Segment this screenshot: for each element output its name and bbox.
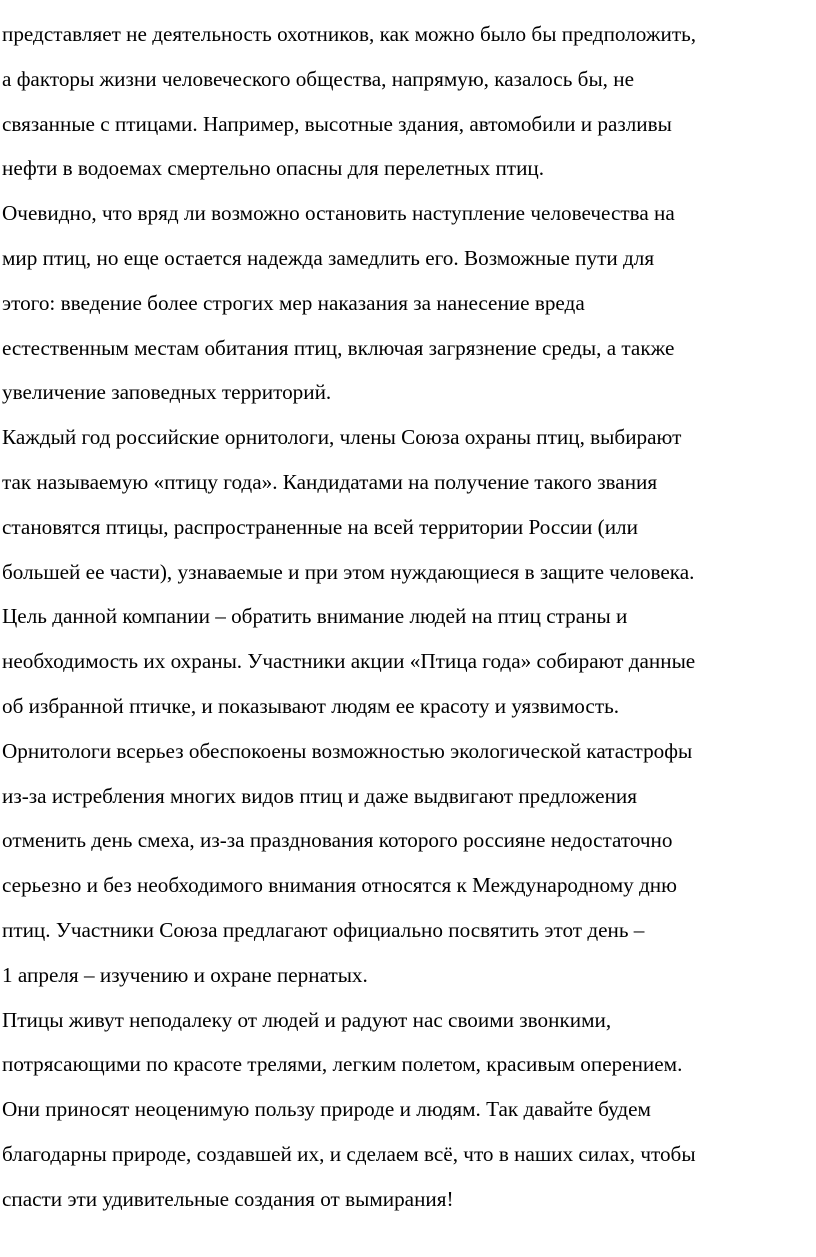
text-line: Орнитологи всерьез обеспокоены возможностью экологической катастрофы xyxy=(2,738,693,763)
text-line: благодарны природе, создавшей их, и сделаем всё, что в наших силах, чтобы xyxy=(2,1141,696,1166)
text-line: Очевидно, что вряд ли возможно остановить наступление человечества на xyxy=(2,201,675,226)
text-line: из-за истребления многих видов птиц и даже выдвигают предложения xyxy=(2,783,637,808)
text-line: Птицы живут неподалеку от людей и радуют нас своими звонкими, xyxy=(2,1007,612,1032)
text-line: отменить день смеха, из-за празднования которого россияне недостаточно xyxy=(2,828,673,853)
text-line: большей ее части), узнаваемые и при этом нуждающиеся в защите человека. xyxy=(2,559,695,584)
text-line: Цель данной компании – обратить внимание людей на птиц страны и xyxy=(2,604,628,629)
text-line: птиц. Участники Союза предлагают официально посвятить этот день – xyxy=(2,917,645,942)
text-line: связанные с птицами. Например, высотные здания, автомобили и разливы xyxy=(2,111,672,136)
text-line: потрясающими по красоте трелями, легким полетом, красивым оперением. xyxy=(2,1052,683,1077)
text-line: представляет не деятельность охотников, как можно было бы предположить, xyxy=(2,22,697,46)
text-line: Каждый год российские орнитологи, члены Союза охраны птиц, выбирают xyxy=(2,425,682,450)
text-line: увеличение заповедных территорий. xyxy=(2,380,332,405)
text-line: естественным местам обитания птиц, включая загрязнение среды, а также xyxy=(2,335,675,360)
text-line: так называемую «птицу года». Кандидатами на получение такого звания xyxy=(2,469,658,494)
text-line: мир птиц, но еще остается надежда замедлить его. Возможные пути для xyxy=(2,245,655,270)
text-line: становятся птицы, распространенные на всей территории России (или xyxy=(2,514,638,539)
text-line: Они приносят неоценимую пользу природе и людям. Так давайте будем xyxy=(2,1097,651,1122)
text-line: серьезно и без необходимого внимания относятся к Международному дню xyxy=(2,873,677,898)
document-body-text xyxy=(2,12,814,1222)
text-line: 1 апреля – изучению и охране пернатых. xyxy=(2,962,368,987)
text-line: этого: введение более строгих мер наказания за нанесение вреда xyxy=(2,290,585,315)
text-line: об избранной птичке, и показывают людям ее красоту и уязвимость. xyxy=(2,693,620,718)
text-line: нефти в водоемах смертельно опасны для перелетных птиц. xyxy=(2,156,545,181)
text-line: спасти эти удивительные создания от вымирания! xyxy=(2,1186,454,1211)
text-line: необходимость их охраны. Участники акции «Птица года» собирают данные xyxy=(2,649,696,674)
text-line: а факторы жизни человеческого общества, напрямую, казалось бы, не xyxy=(2,66,635,91)
